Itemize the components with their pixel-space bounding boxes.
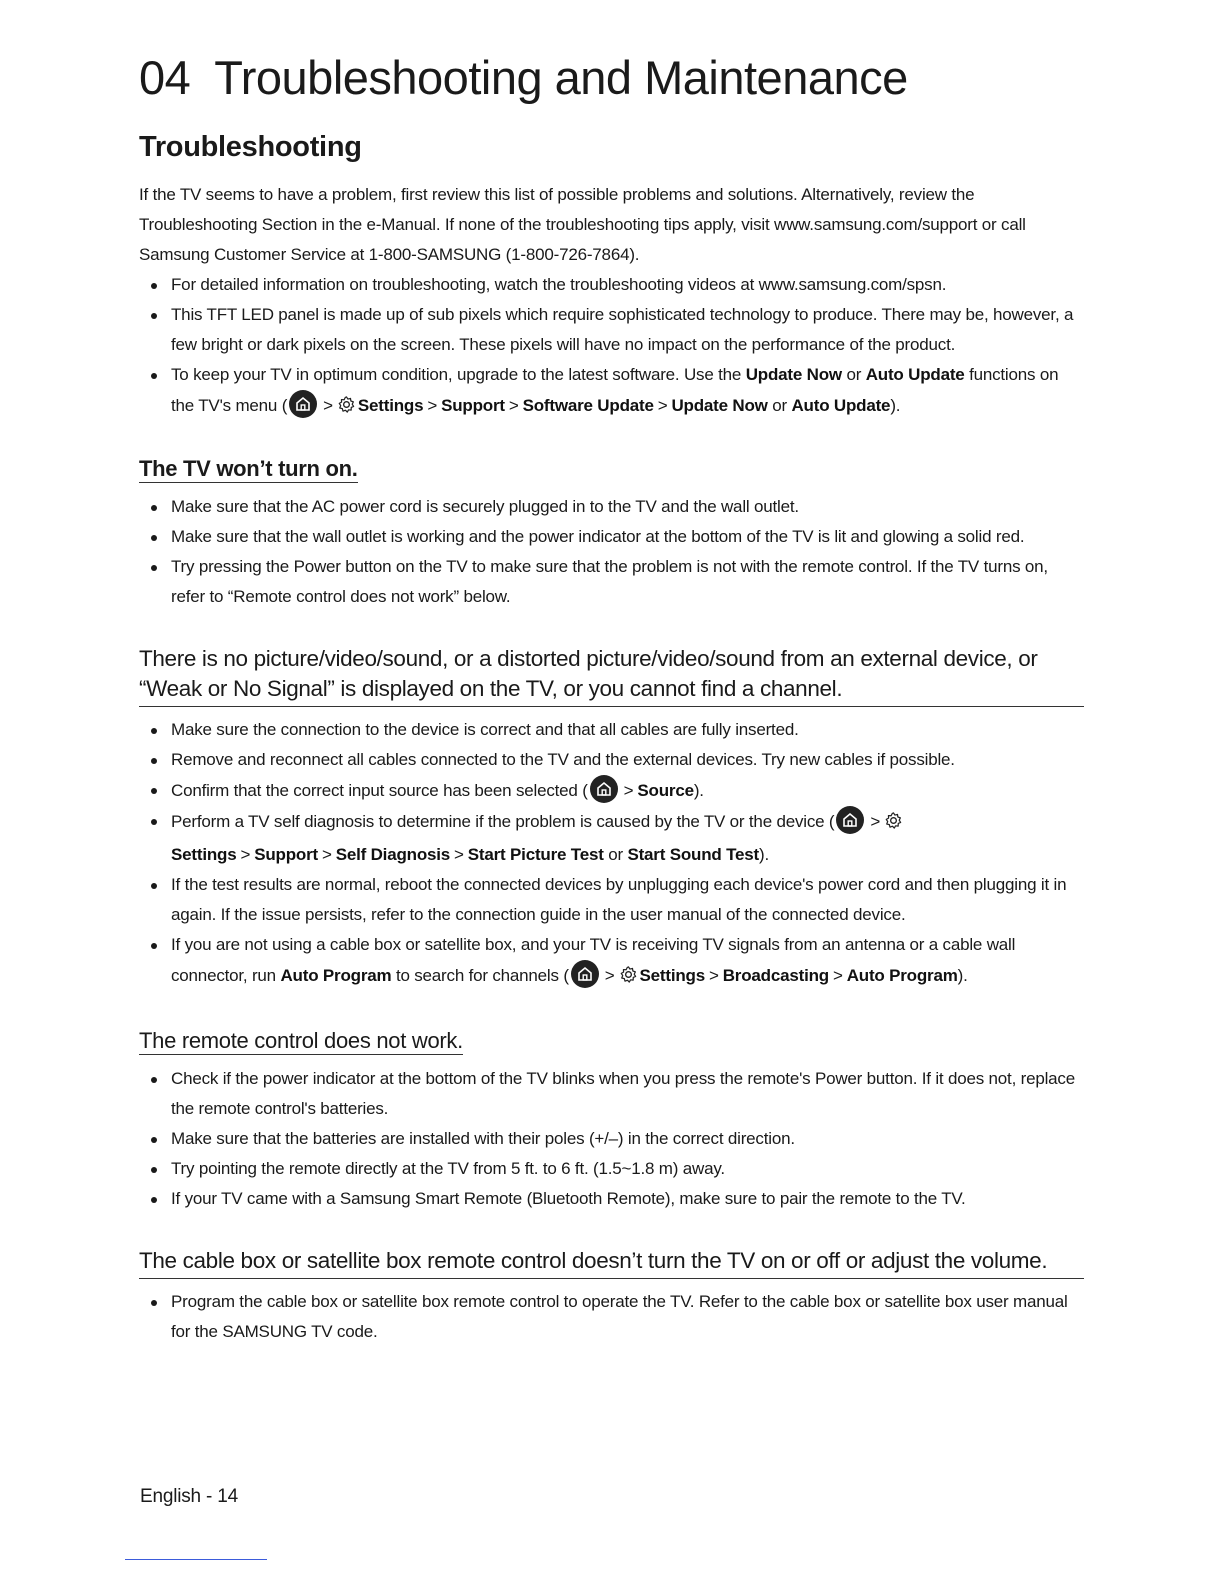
subsection-heading: There is no picture/video/sound, or a distorted picture/video/sound from an external device, or “Weak or No Signal” is displayed on the TV, or you cannot find a channel.	[139, 644, 1084, 707]
chevron-icon: >	[321, 845, 332, 865]
list-item: If the test results are normal, reboot the connected devices by unplugging each device's power cord and then plugging it in again. If the issue persists, refer to the connection guide in the user manual of the connected device.	[139, 870, 1084, 930]
subsection-cable-box-remote	[139, 1246, 1084, 1347]
text: or	[603, 845, 628, 865]
menu-ref-update-now: Update Now	[671, 396, 768, 416]
subsection-remote-not-working	[139, 1026, 1084, 1214]
chevron-icon: >	[427, 396, 438, 416]
text: or	[841, 365, 866, 385]
list-item: For detailed information on troubleshooting, watch the troubleshooting videos at www.samsung.com/spsn.	[139, 270, 1084, 300]
home-icon	[590, 775, 618, 803]
menu-ref-settings: Settings	[171, 845, 237, 865]
menu-ref-auto-update: Auto Update	[791, 396, 891, 416]
chevron-icon: >	[604, 966, 615, 986]
menu-ref-auto-program: Auto Program	[280, 966, 392, 986]
menu-ref-software-update: Software Update	[522, 396, 654, 416]
manual-page	[139, 52, 1084, 1347]
intro-paragraph: If the TV seems to have a problem, first review this list of possible problems and solutions. Alternatively, review the Troubleshooting Section in the e-Manual. If none of the troubleshooting tips apply, visit www.samsung.com/support or call Samsung Customer Service at 1-800-SAMSUNG (1-800-726-7864).	[139, 185, 1026, 265]
menu-ref-start-picture-test: Start Picture Test	[467, 845, 604, 865]
subsection-no-picture	[139, 644, 1084, 994]
text: to search for channels (	[391, 966, 569, 986]
list-item: If your TV came with a Samsung Smart Remote (Bluetooth Remote), make sure to pair the remote to the TV.	[139, 1184, 1084, 1214]
list-item: Make sure that the batteries are installed with their poles (+/–) in the correct direction.	[139, 1124, 1084, 1154]
subsection-heading: The TV won’t turn on.	[139, 456, 358, 482]
chevron-icon: >	[623, 781, 634, 801]
text: or	[767, 396, 792, 416]
list-item: Make sure that the wall outlet is working and the power indicator at the bottom of the TV is lit and glowing a solid red.	[139, 522, 1084, 552]
chevron-icon: >	[454, 845, 464, 865]
chevron-icon: >	[240, 845, 251, 865]
home-icon	[571, 960, 599, 988]
menu-ref-self-diagnosis: Self Diagnosis	[335, 845, 451, 865]
list-item: Try pointing the remote directly at the TV from 5 ft. to 6 ft. (1.5~1.8 m) away.	[139, 1154, 1084, 1184]
section-title: Troubleshooting	[139, 130, 362, 163]
chevron-icon: >	[657, 396, 668, 416]
text: ).	[693, 781, 704, 801]
subsection-tv-wont-turn-on	[139, 454, 1084, 612]
text: Perform a TV self diagnosis to determine if the problem is caused by the TV or the device (	[171, 812, 835, 832]
intro-bullets	[139, 270, 1084, 424]
text: To keep your TV in optimum condition, upgrade to the latest software. Use the	[171, 365, 746, 385]
text: functions on the TV's menu (	[171, 365, 1059, 416]
menu-ref-support: Support	[441, 396, 505, 416]
menu-ref-broadcasting: Broadcasting	[722, 966, 829, 986]
menu-ref-source: Source	[637, 781, 694, 801]
list-item	[139, 806, 1084, 870]
list-item: Remove and reconnect all cables connected to the TV and the external devices. Try new cables if possible.	[139, 745, 1084, 775]
list-item	[139, 360, 1084, 424]
chevron-icon: >	[709, 966, 719, 986]
gear-icon	[619, 964, 638, 994]
footer-divider	[125, 1559, 267, 1560]
text: ).	[759, 845, 769, 865]
menu-ref-support: Support	[254, 845, 318, 865]
chapter-heading	[139, 52, 1084, 104]
subsection-heading: The cable box or satellite box remote control doesn’t turn the TV on or off or adjust the volume.	[139, 1246, 1084, 1279]
menu-ref-auto-update: Auto Update	[865, 365, 965, 385]
list-item: This TFT LED panel is made up of sub pixels which require sophisticated technology to produce. There may be, however, a few bright or dark pixels on the screen. These pixels will have no impact on the performance of the product.	[139, 300, 1084, 360]
chevron-icon: >	[832, 966, 843, 986]
list-item: Make sure that the AC power cord is securely plugged in to the TV and the wall outlet.	[139, 492, 1084, 522]
page-number: English - 14	[140, 1486, 238, 1507]
text: ).	[957, 966, 968, 986]
list-item	[139, 930, 1084, 994]
text: Confirm that the correct input source has been selected (	[171, 781, 588, 801]
text: ).	[890, 396, 901, 416]
chapter-number: 04	[139, 51, 191, 104]
chevron-icon: >	[323, 396, 333, 416]
home-icon	[289, 390, 317, 418]
menu-ref-auto-program: Auto Program	[846, 966, 958, 986]
chapter-title: Troubleshooting and Maintenance	[214, 51, 908, 104]
subsection-heading: The remote control does not work.	[139, 1028, 463, 1054]
list-item: Try pressing the Power button on the TV to make sure that the problem is not with the remote control. If the TV turns on, refer to “Remote control does not work” below.	[139, 552, 1084, 612]
chevron-icon: >	[508, 396, 519, 416]
menu-ref-settings: Settings	[639, 966, 705, 986]
list-item: Check if the power indicator at the bottom of the TV blinks when you press the remote's Power button. If it does not, replace the remote control's batteries.	[139, 1064, 1084, 1124]
home-icon	[836, 806, 864, 834]
list-item	[139, 775, 1084, 806]
menu-ref-settings: Settings	[357, 396, 424, 416]
list-item: Program the cable box or satellite box remote control to operate the TV. Refer to the cable box or satellite box user manual for the SAMSUNG TV code.	[139, 1287, 1084, 1347]
list-item: Make sure the connection to the device is correct and that all cables are fully inserted.	[139, 715, 1084, 745]
gear-icon	[884, 810, 903, 840]
gear-icon	[337, 394, 356, 424]
menu-ref-start-sound-test: Start Sound Test	[627, 845, 759, 865]
chevron-icon: >	[870, 812, 881, 832]
text: If you are not using a cable box or satellite box, and your TV is receiving TV signals from an antenna or a cable wall connector, run	[171, 935, 1016, 986]
menu-ref-update-now: Update Now	[745, 365, 842, 385]
